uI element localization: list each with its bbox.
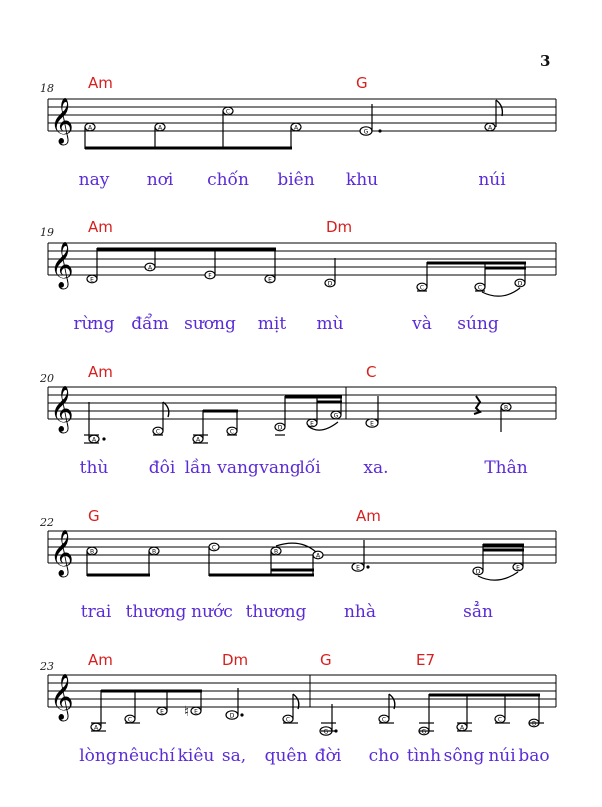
chord-symbol: Am [356, 507, 381, 525]
treble-clef-icon: 𝄞 [50, 386, 74, 432]
note-letter: E [516, 564, 520, 572]
note-letter: E [160, 708, 164, 716]
note-letter: E [310, 420, 314, 428]
note-letter: A [93, 724, 99, 732]
lyric-syllable: Thân [484, 458, 528, 478]
music-staff [0, 670, 602, 750]
chord-symbol: Am [88, 363, 113, 381]
note-letter: A [91, 436, 97, 444]
note-letter: C [477, 284, 483, 292]
lyric-syllable: tình [406, 746, 442, 766]
lyric-syllable: sẳn [463, 602, 493, 622]
chord-symbol: G [88, 507, 100, 525]
note-letter: B [151, 548, 157, 556]
lyric-syllable: chốn [207, 170, 249, 190]
lyric-syllable: nước [191, 602, 233, 622]
note-letter: C [497, 716, 503, 724]
note-letter: A [315, 552, 321, 560]
note-letter: C [229, 428, 235, 436]
note-letter: E [356, 564, 360, 572]
lyric-syllable: vang [259, 458, 301, 478]
note-letter: D [327, 280, 333, 288]
lyric-syllable: biên [277, 170, 315, 190]
note-letter: C [285, 716, 291, 724]
music-staff [0, 526, 602, 606]
lyric-syllable: quên [264, 746, 308, 766]
lyric-syllable: mù [316, 314, 344, 334]
lyric-syllable: và [412, 314, 432, 334]
lyric-syllable: kiêu [177, 746, 215, 766]
note-letter: A [293, 124, 299, 132]
lyric-syllable: nơi [146, 170, 174, 190]
measure-number: 19 [40, 226, 54, 239]
note-letter: B [531, 720, 537, 728]
note-letter: E [370, 420, 374, 428]
lyric-syllable: đời [314, 746, 342, 766]
lyric-syllable: xa. [363, 458, 389, 478]
lyric-syllable: nay [78, 170, 110, 190]
note-letter: D [229, 712, 235, 720]
lyric-syllable: súng [457, 314, 499, 334]
lyric-syllable: đôi [148, 458, 176, 478]
natural-sign-icon: ♮ [184, 704, 190, 720]
note-letter: B [89, 548, 95, 556]
music-staff [0, 238, 602, 318]
note-letter: G [421, 728, 427, 736]
chord-symbol: Am [88, 651, 113, 669]
lyric-syllable: sông [443, 746, 485, 766]
note-letter: A [157, 124, 163, 132]
treble-clef-icon: 𝄞 [50, 242, 74, 288]
lyric-syllable: thương [245, 602, 307, 622]
music-staff [0, 382, 602, 462]
treble-clef-icon: 𝄞 [50, 530, 74, 576]
measure-number: 20 [40, 372, 54, 385]
note-letter: A [147, 264, 153, 272]
note-letter: C [211, 544, 217, 552]
measure-number: 23 [40, 660, 54, 673]
chord-symbol: G [356, 74, 368, 92]
note-letter: C [419, 284, 425, 292]
lyric-syllable: lòng [79, 746, 117, 766]
chord-symbol: C [366, 363, 377, 381]
lyric-syllable: đẩm [131, 314, 169, 334]
note-letter: G [323, 728, 329, 736]
note-letter: C [225, 108, 231, 116]
lyric-syllable: bao [518, 746, 550, 766]
lyric-syllable: lối [299, 458, 321, 478]
lyric-syllable: thương [125, 602, 187, 622]
chord-symbol: Dm [326, 218, 353, 236]
note-letter: E [194, 708, 198, 716]
note-letter: E [90, 276, 94, 284]
lyric-syllable: núi [488, 746, 516, 766]
treble-clef-icon: 𝄞 [50, 674, 74, 720]
treble-clef-icon: 𝄞 [50, 98, 74, 144]
lyric-syllable: lần [184, 458, 212, 478]
chord-symbol: Am [88, 218, 113, 236]
measure-number: 22 [40, 516, 54, 529]
lyric-syllable: sương [184, 314, 236, 334]
note-letter: B [503, 404, 509, 412]
note-letter: E [268, 276, 272, 284]
note-letter: C [381, 716, 387, 724]
chord-symbol: Am [88, 74, 113, 92]
lyric-syllable: vang [217, 458, 259, 478]
page-number: 3 [540, 52, 551, 70]
lyric-syllable: trai [80, 602, 112, 622]
note-letter: A [487, 124, 493, 132]
note-letter: A [87, 124, 93, 132]
chord-symbol: E7 [416, 651, 436, 669]
note-letter: C [155, 428, 161, 436]
note-letter: D [475, 568, 481, 576]
lyric-syllable: thù [79, 458, 109, 478]
chord-symbol: Dm [222, 651, 249, 669]
note-letter: G [363, 128, 369, 136]
note-letter: F [208, 272, 212, 280]
chord-symbol: G [320, 651, 332, 669]
lyric-syllable: nêu [118, 746, 150, 766]
music-staff [0, 94, 602, 174]
lyric-syllable: nhà [343, 602, 377, 622]
lyric-syllable: khu [345, 170, 379, 190]
lyric-syllable: mịt [257, 314, 287, 334]
lyric-syllable: rừng [73, 314, 115, 334]
lyric-syllable: sa, [221, 746, 247, 766]
measure-number: 18 [40, 82, 54, 95]
lyric-syllable: chí [149, 746, 175, 766]
note-letter: A [459, 724, 465, 732]
lyric-syllable: núi [478, 170, 506, 190]
note-letter: C [127, 716, 133, 724]
note-letter: D [517, 280, 523, 288]
lyric-syllable: cho [368, 746, 400, 766]
note-letter: A [195, 436, 201, 444]
note-letter: D [277, 424, 283, 432]
note-letter: B [273, 548, 279, 556]
note-letter: G [333, 412, 339, 420]
